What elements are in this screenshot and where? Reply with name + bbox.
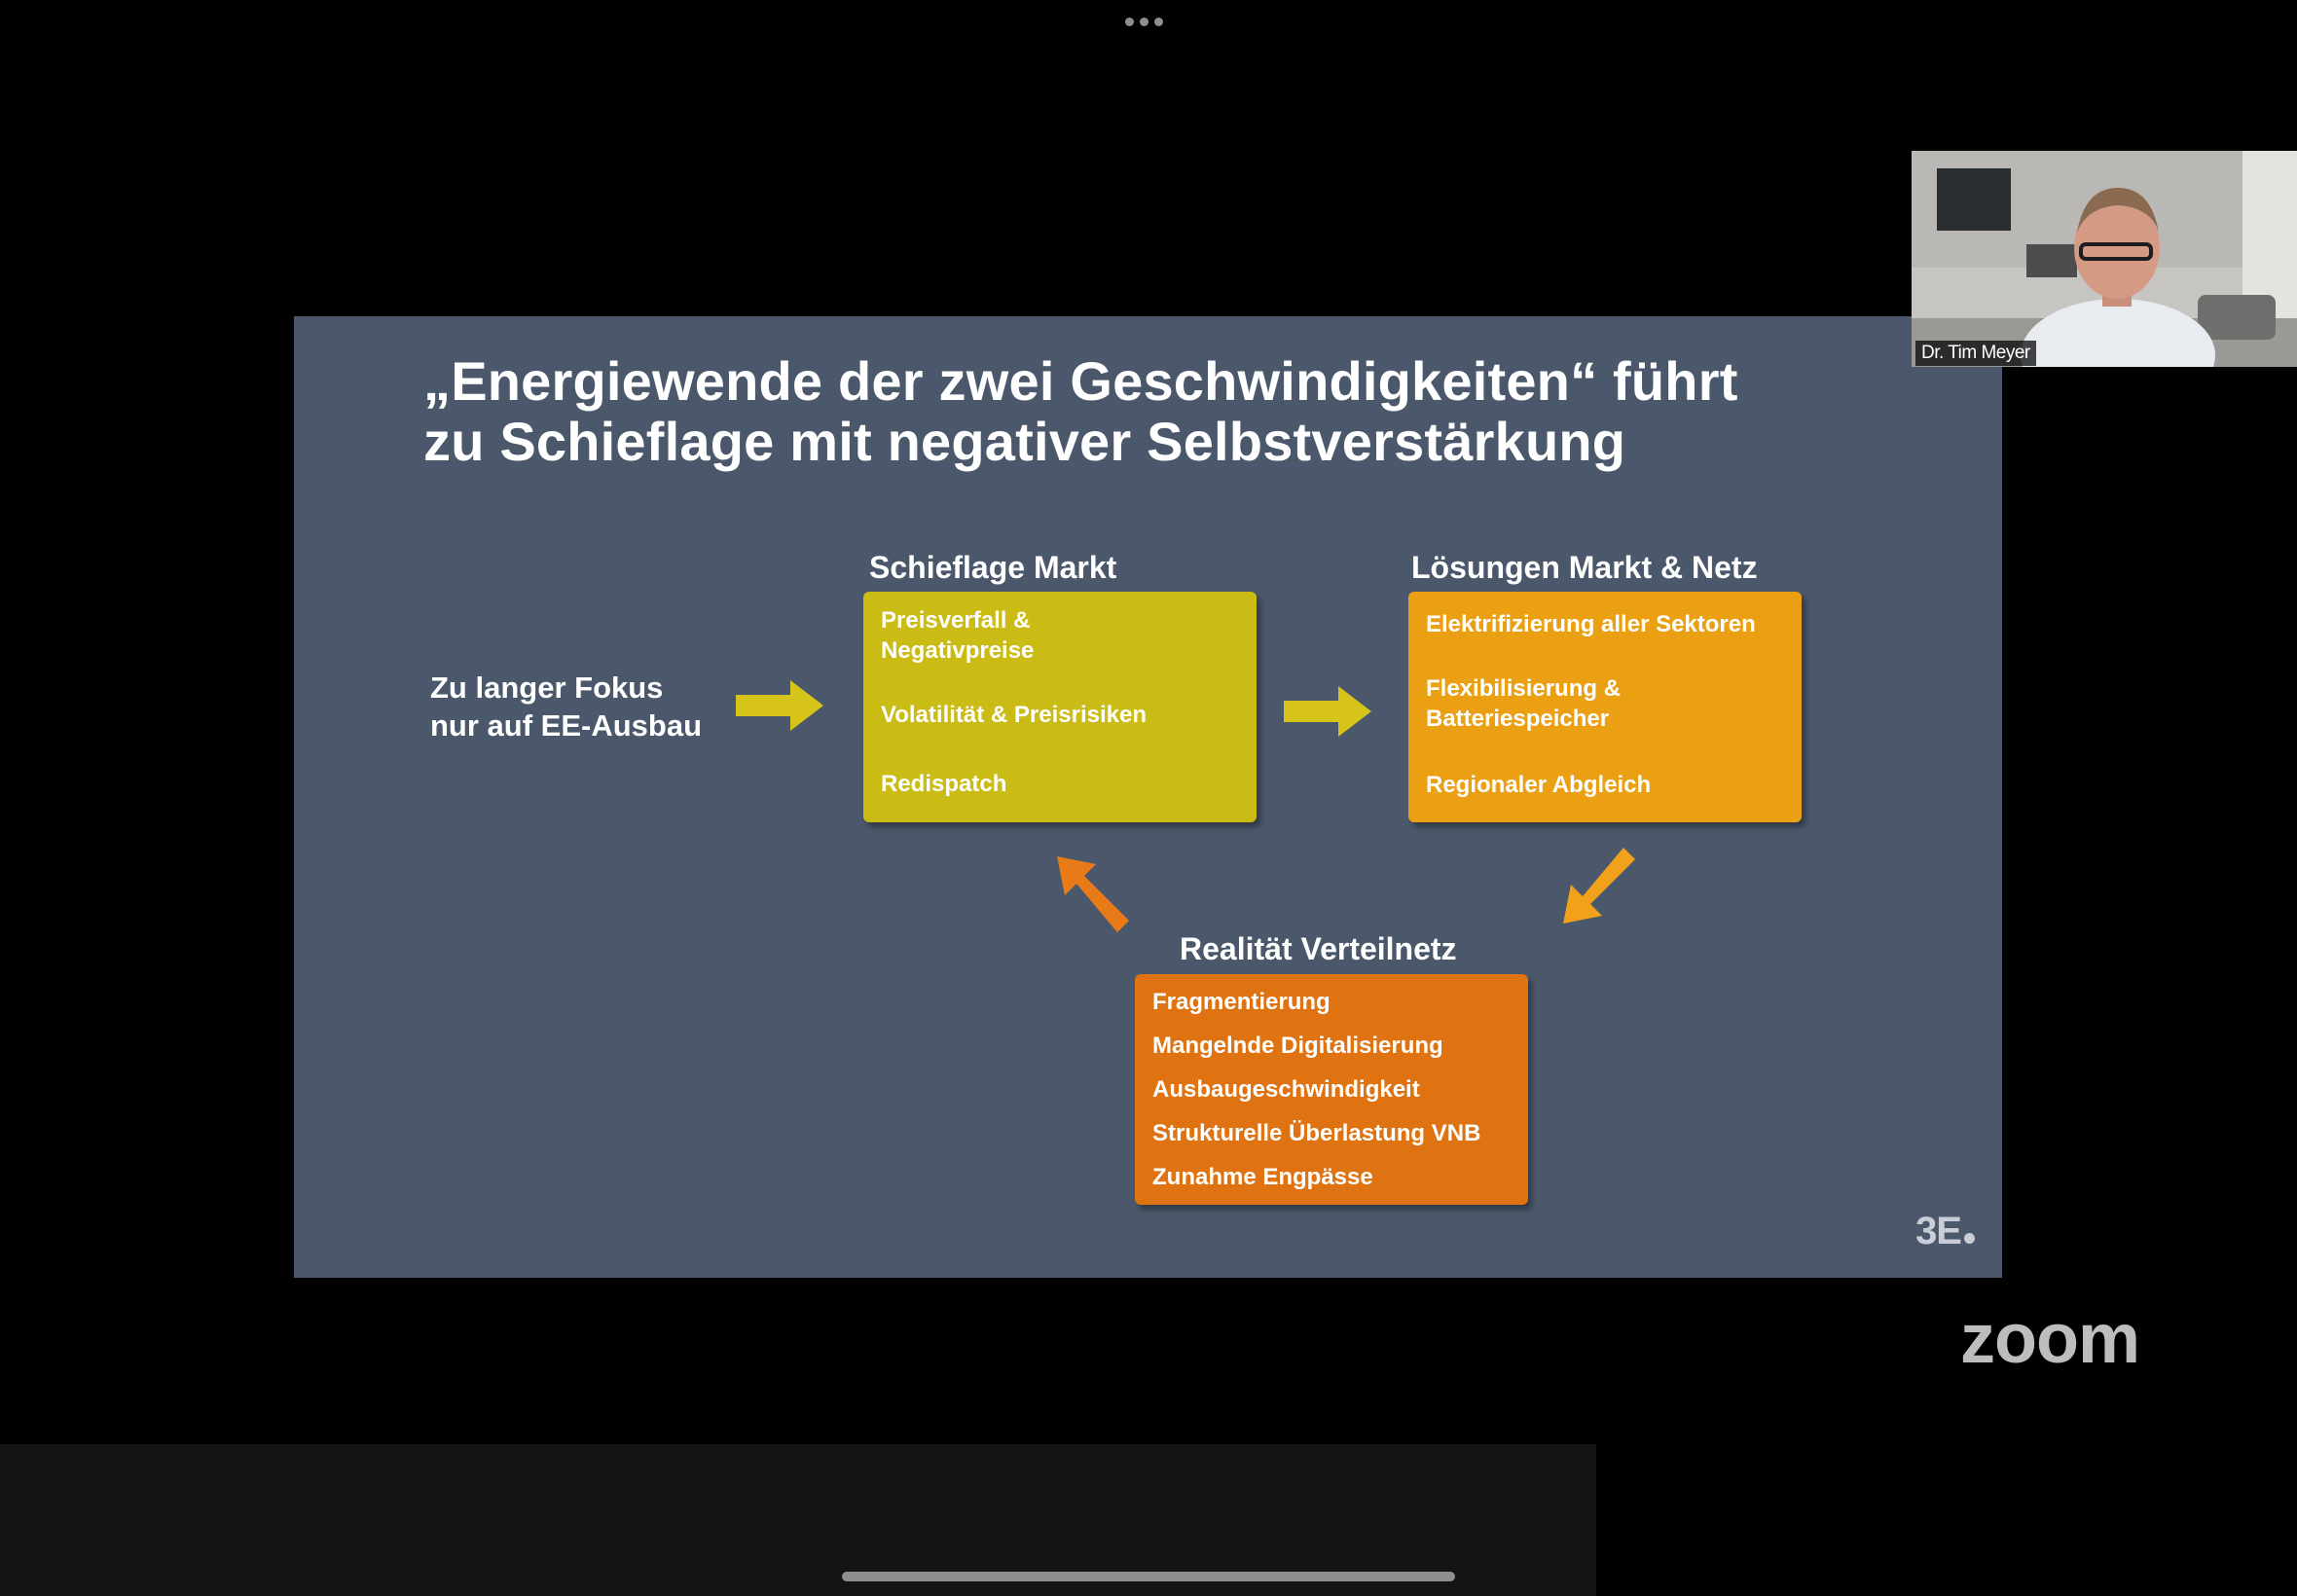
logo-dot [1964, 1233, 1975, 1244]
market-item: Volatilität & Preisrisiken [881, 702, 1147, 728]
arrow-right-icon [736, 678, 825, 733]
solutions-item: Flexibilisierung & Batteriespeicher [1426, 675, 1622, 732]
dot [1140, 18, 1148, 26]
solutions-box [1408, 592, 1802, 822]
market-heading: Schieflage Markt [869, 550, 1117, 585]
more-options-icon[interactable] [1125, 18, 1163, 26]
arrow-down-left-icon [1550, 844, 1637, 931]
solutions-item: Regionaler Abgleich [1426, 772, 1652, 798]
shared-slide [294, 316, 2002, 1278]
arrow-up-left-icon [1043, 854, 1131, 942]
reality-item: Ausbaugeschwindigkeit [1152, 1076, 1420, 1103]
participant-video-frame [1912, 151, 2297, 367]
home-indicator[interactable] [842, 1572, 1455, 1581]
market-item: Preisverfall & Negativpreise [881, 607, 1035, 664]
reality-heading: Realität Verteilnetz [1180, 931, 1457, 966]
zoom-logo: zoom [1960, 1300, 2139, 1378]
market-box [863, 592, 1257, 822]
reality-item: Fragmentierung [1152, 989, 1331, 1015]
participant-video[interactable] [1912, 151, 2297, 367]
solutions-heading: Lösungen Markt & Netz [1411, 550, 1758, 585]
brand-3e-logo [1915, 1210, 1975, 1253]
reality-item: Zunahme Engpässe [1152, 1164, 1373, 1190]
market-item: Redispatch [881, 771, 1007, 797]
slide-title: „Energiewende der zwei Geschwindigkeiten“ führt zu Schieflage mit negativer Selbstverstärkung [423, 350, 1738, 472]
arrow-right-icon [1284, 684, 1373, 739]
reality-item: Mangelnde Digitalisierung [1152, 1033, 1443, 1059]
logo-text: 3E [1915, 1210, 1961, 1252]
dot [1154, 18, 1163, 26]
participant-name-label: Dr. Tim Meyer [1915, 341, 2036, 366]
reality-box [1135, 974, 1528, 1205]
left-focus-text: Zu langer Fokus nur auf EE-Ausbau [430, 671, 703, 743]
dot [1125, 18, 1134, 26]
reality-item: Strukturelle Überlastung VNB [1152, 1120, 1481, 1146]
solutions-item: Elektrifizierung aller Sektoren [1426, 611, 1756, 637]
